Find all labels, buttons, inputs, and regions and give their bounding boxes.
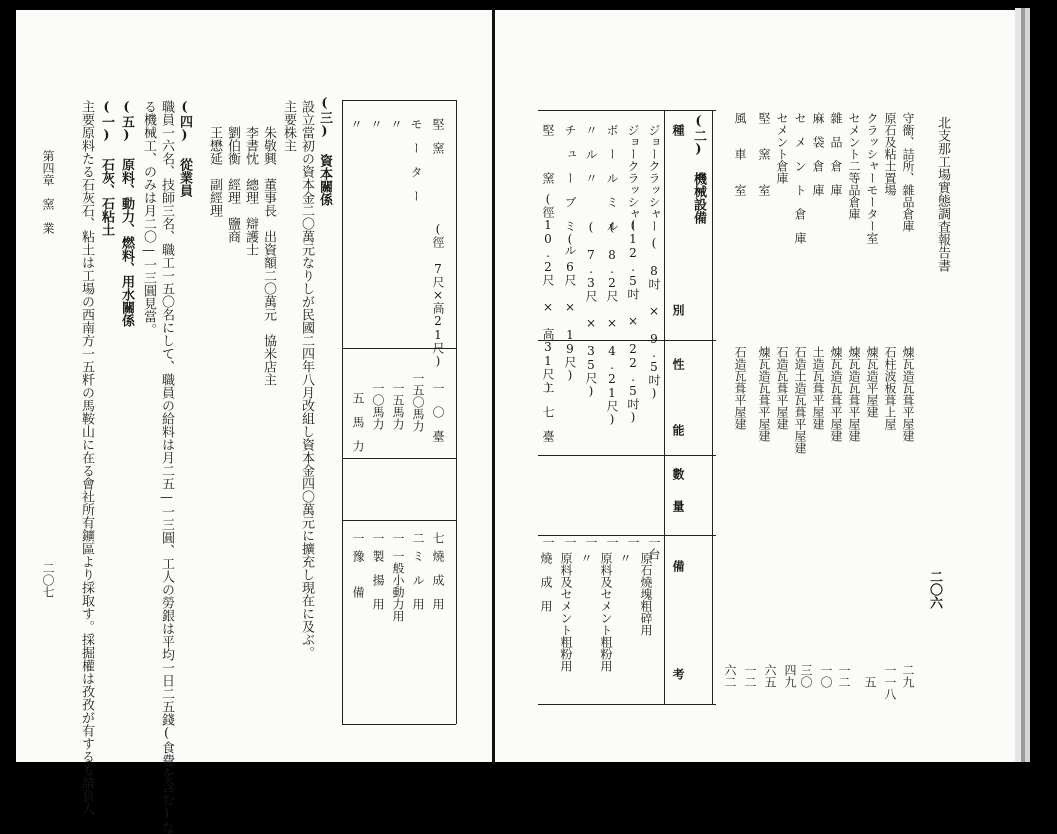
- equipment-count: 七: [431, 532, 445, 544]
- section-heading: (二) 機械設備: [691, 114, 706, 224]
- building-name: 堅 窯 室: [757, 112, 771, 196]
- equipment-count: 一: [391, 532, 405, 544]
- equipment-name: 〃: [349, 118, 363, 130]
- machine-spec: (12.5吋 × 22.5吋): [626, 218, 640, 424]
- machine-performance: 二 七 臺: [541, 382, 555, 442]
- section-heading: (四) 從業員: [177, 100, 192, 197]
- page-number: 二〇六: [927, 570, 942, 609]
- equipment-use: 豫 備: [351, 550, 365, 598]
- equipment-capacity: 一五馬力: [391, 382, 405, 430]
- table-rule: [538, 704, 716, 705]
- machine-count: 一: [605, 536, 619, 548]
- shareholder-row: 朱敬興 董事長 出資額二〇萬元 協米店主: [261, 126, 276, 386]
- building-structure: 土造瓦葺平屋建: [811, 346, 825, 430]
- machine-spec: ( 6尺 × 19尺): [563, 232, 577, 382]
- machine-name: ジョークラッシャー: [626, 124, 640, 232]
- machine-spec: ( 8.2尺 × 4.21尺): [605, 220, 619, 426]
- building-structure: 煉瓦造平屋建: [865, 346, 879, 418]
- shareholder-row: 王懋延 副經理: [207, 126, 222, 217]
- equipment-use: 一般小動力用: [391, 550, 405, 622]
- equipment-use: 製 揚 用: [371, 550, 385, 610]
- building-structure: 煉瓦造瓦葺平屋建: [829, 346, 843, 442]
- building-structure: 石造瓦葺平屋建: [775, 346, 789, 430]
- building-structure: 煉瓦造瓦葺平屋建: [901, 346, 915, 442]
- building-name: 麻 袋 倉 庫: [811, 112, 825, 196]
- body-text: 設立當初の資本金二〇萬元なりしが民國二四年八月改組し資本金四〇萬元に擴充し現在に及ぶ。: [299, 100, 314, 659]
- table-rule: [342, 100, 343, 724]
- building-name: セメント二等品倉庫: [847, 112, 861, 220]
- building-area: 一二: [743, 664, 757, 688]
- building-area: 四九: [783, 664, 797, 688]
- subsection-heading: (一) 石灰、石粘土: [99, 100, 114, 236]
- table-header: 考: [671, 668, 685, 680]
- building-name: 原石及粘土置場: [883, 112, 897, 196]
- equipment-name: モ ー タ ー: [409, 118, 423, 202]
- machine-count: 一: [626, 536, 640, 548]
- equipment-capacity: 一五〇馬力: [411, 372, 425, 432]
- building-area: 三〇: [799, 664, 813, 688]
- section-heading: (五) 原料、動力、燃料、用水關係: [119, 100, 134, 327]
- machine-name: ボ ー ル ミ ル: [605, 124, 619, 232]
- building-structure: 石造瓦葺平屋建: [733, 346, 747, 430]
- running-header: 北支那工場實態調査報告書: [935, 116, 950, 272]
- table-header: 數: [671, 468, 685, 480]
- machine-name: 〃 ル 〃: [584, 124, 598, 184]
- table-header: 能: [671, 424, 685, 436]
- equipment-name: 堅 窯: [431, 118, 445, 154]
- machine-use: 〃: [618, 552, 632, 564]
- table-rule: [538, 455, 716, 456]
- building-area: 六五: [763, 664, 777, 688]
- machine-name: 堅 窯: [541, 124, 555, 184]
- building-structure: 石柱波板葺上屋: [883, 346, 897, 430]
- building-name: クラッシャーモーター室: [865, 112, 879, 244]
- chapter-footer: 第四章 窯 業: [41, 150, 55, 234]
- table-rule: [712, 110, 713, 704]
- table-rule: [342, 100, 456, 101]
- equipment-use: 燒 成 用: [431, 550, 445, 610]
- table-rule: [456, 100, 457, 724]
- page-number: 二〇七: [41, 562, 55, 598]
- building-area: 五: [863, 676, 877, 688]
- equipment-name: 〃: [369, 118, 383, 130]
- table-header: 性: [671, 358, 685, 370]
- table-rule: [664, 110, 665, 704]
- equipment-name: 〃: [389, 118, 403, 130]
- machine-spec: ( 8吋 × 9.5吋): [647, 236, 661, 400]
- machine-count: 一: [541, 536, 555, 548]
- machine-use: 原料及セメント粗粉用: [599, 552, 613, 672]
- building-structure: 煉瓦造瓦葺平屋建: [847, 346, 861, 442]
- machine-spec: ( 7.3尺 × 35尺): [584, 220, 598, 398]
- equipment-use: ミ ル 用: [411, 550, 425, 610]
- building-area: 六二: [723, 664, 737, 688]
- shareholder-row: 李書忱 總理 辯護士: [243, 126, 258, 256]
- machine-name: ジョークラッシャー: [647, 124, 661, 232]
- machine-count: 一台: [647, 536, 661, 560]
- table-rule: [342, 520, 456, 521]
- table-header: 別: [671, 304, 685, 316]
- equipment-count: 一: [371, 532, 385, 544]
- body-text: 主要原料たる石灰石、粘土は工場の西南方一五粁の馬鞍山に在る會社所有鑛區より採取す。採掘權は孜孜が有するも請負人: [79, 100, 94, 815]
- building-structure: 石造土造瓦葺平屋建: [793, 346, 807, 454]
- equipment-capacity: 五 馬 力: [351, 392, 365, 452]
- building-name: 風 車 室: [733, 112, 747, 196]
- machine-count: 一: [584, 536, 598, 548]
- machine-use: 〃: [579, 552, 593, 564]
- equipment-count: 二: [411, 532, 425, 544]
- machine-name: チ ュ ー ブ ミ ル: [563, 124, 577, 256]
- machine-count: 一: [563, 536, 577, 548]
- table-header: 種: [671, 124, 685, 136]
- table-header: 量: [671, 500, 685, 512]
- machine-use: 原石燒塊粗碎用: [639, 552, 653, 636]
- shareholder-row: 劉伯衡 經理 鹽商: [225, 126, 240, 243]
- building-name: セ メ ン ト 倉 庫: [793, 112, 807, 244]
- page-edge: [1025, 8, 1030, 762]
- body-text: 職員一六名、技師三名、職工一五〇名にして、職員の給料は月二五—一三圓、工人の勞銀は平均一日二五錢(食費を含む)な: [159, 100, 174, 834]
- building-name: 雜 品 倉 庫: [829, 112, 843, 196]
- equipment-capacity: 一 〇 臺: [431, 382, 445, 442]
- equipment-spec: (徑 7尺×高21尺): [431, 222, 445, 368]
- machine-use: 燒 成 用: [539, 552, 553, 612]
- table-rule: [342, 458, 456, 459]
- table-rule: [538, 110, 716, 111]
- body-text: る機械工、のみは月二〇—一三圓見當。: [141, 100, 156, 336]
- equipment-capacity: 一〇馬力: [371, 382, 385, 430]
- machine-use: 原料及セメント粗粉用: [559, 552, 573, 672]
- machine-spec: (徑10.2尺 × 高31尺): [541, 192, 555, 394]
- body-text: 主要株主: [281, 100, 296, 152]
- building-area: 二九: [901, 664, 915, 688]
- section-heading: (三) 資本關係: [317, 96, 332, 206]
- building-area: 一一八: [883, 664, 897, 700]
- building-area: 一二: [837, 664, 851, 688]
- building-name: 守衞、詰所、雜品倉庫: [901, 112, 915, 232]
- equipment-count: 一: [351, 532, 365, 544]
- table-header: 備: [671, 560, 685, 572]
- building-name: セメント倉庫: [775, 112, 789, 184]
- building-structure: 煉瓦造瓦葺平屋建: [757, 346, 771, 442]
- building-area: 一〇: [819, 664, 833, 688]
- table-rule: [342, 724, 456, 725]
